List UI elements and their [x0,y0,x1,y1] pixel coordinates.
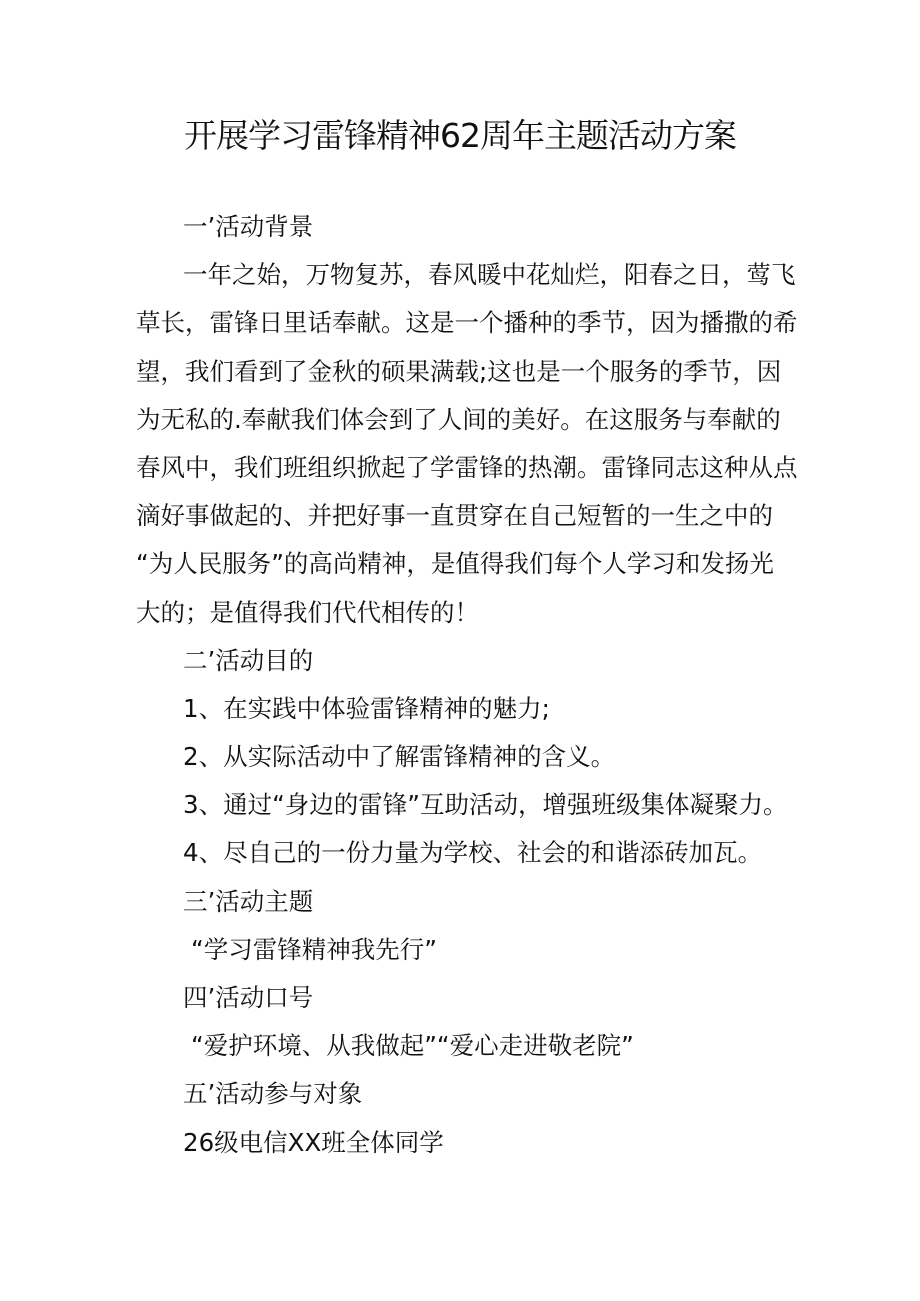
slogan-text: “爱护环境、从我做起”“爱心走进敬老院” [191,1031,634,1061]
paragraph-line: 大的；是值得我们代代相传的！ [136,597,479,627]
paragraph-line: “为人民服务”的高尚精神，是值得我们每个人学习和发扬光 [136,549,774,579]
participants-text: 26级电信XX班全体同学 [183,1127,444,1157]
document-body [136,203,812,1167]
section-heading-background: 一’活动背景 [183,212,314,241]
document-title: 开展学习雷锋精神62周年主题活动方案 [184,116,736,155]
list-item: 2、从实际活动中了解雷锋精神的含义。 [183,742,616,772]
paragraph-line: 滴好事做起的、并把好事一直贯穿在自己短暂的一生之中的 [136,501,773,531]
list-item: 1、在实践中体验雷锋精神的魅力; [183,693,550,723]
section-heading-slogan: 四’活动口号 [183,983,314,1012]
paragraph-line: 望，我们看到了金秋的硕果满载;这也是一个服务的季节，因 [136,356,782,386]
paragraph-line: 草长，雷锋日里话奉献。这是一个播种的季节，因为播撒的希 [136,308,798,338]
theme-text: “学习雷锋精神我先行” [191,934,437,964]
list-item: 4、尽自己的一份力量为学校、社会的和谐添砖加瓦。 [183,838,763,868]
section-heading-participants: 五’活动参与对象 [183,1079,363,1109]
section-heading-purpose: 二’活动目的 [183,645,314,675]
paragraph-line: 一年之始，万物复苏，春风暖中花灿烂，阳春之日，莺飞 [183,260,796,290]
paragraph-line: 春风中，我们班组织掀起了学雷锋的热潮。雷锋同志这种从点 [136,452,798,482]
list-item: 3、通过“身边的雷锋”互助活动，增强班级集体凝聚力。 [183,790,788,820]
section-heading-theme: 三’活动主题 [183,886,314,916]
paragraph-line: 为无私的.奉献我们体会到了人间的美好。在这服务与奉献的 [136,404,781,434]
